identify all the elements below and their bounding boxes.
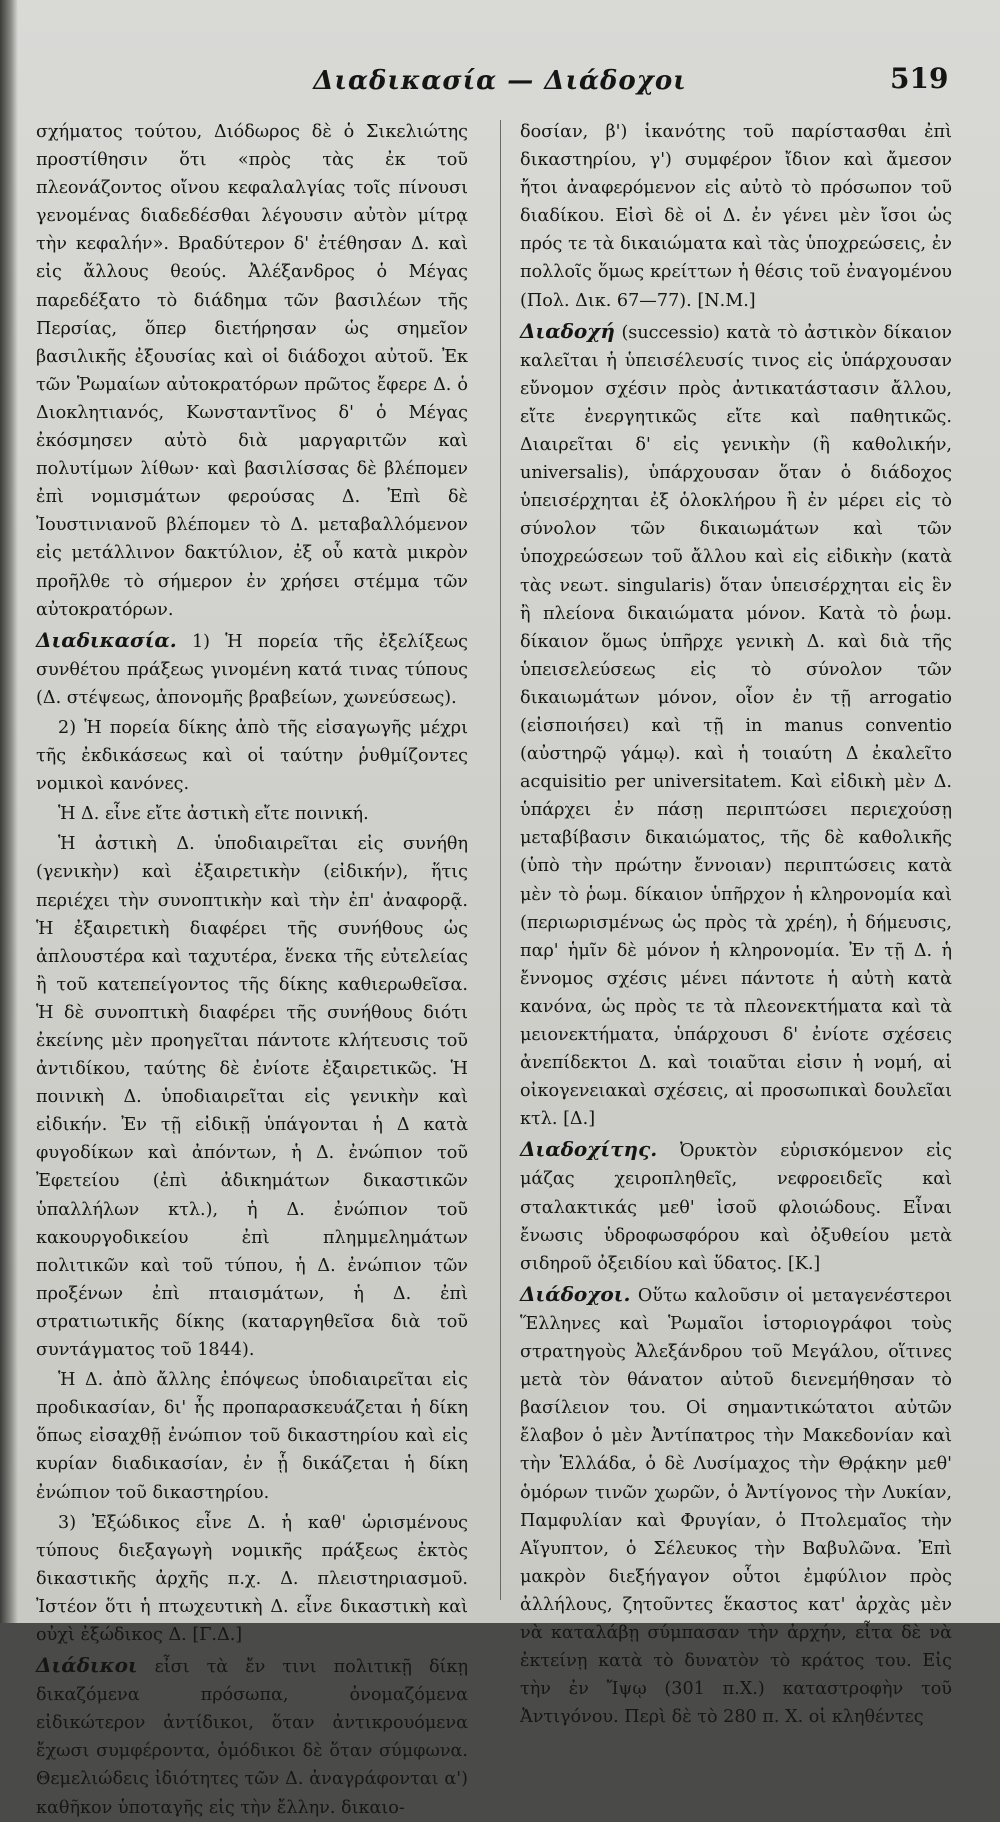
entry-headword: Διάδοχοι. xyxy=(520,1281,631,1306)
entry-text: εἶσι τὰ ἔν τινι πολιτικῇ δίκῃ δικαζόμενα πρόσωπα, ὀνομαζόμενα εἰδικώτερον ἀντίδικοι, ὅταν ἀντικρουόμενα ἔχωσι συμφέροντα, ὁμόδικοι δὲ ὅταν σύμφωνα. Θεμελιώδεις ἰδιότητες τῶν Δ. ἀναγράφονται α') καθῆκον ὑποταγῆς εἰς τὴν ἔλλην. δικαιο- xyxy=(36,1657,468,1818)
paragraph: 3) Ἐξώδικος εἶνε Δ. ἡ καθ' ὡρισμένους τύπους διεξαγωγὴ νομικῆς πράξεως ἐκτὸς δικαστικῆς ἀρχῆς π.χ. Δ. πλειστηριασμοῦ. Ἰστέον ὅτι ἡ πτωχευτικὴ Δ. εἶνε δικαστικὴ καὶ οὐχὶ ἐξώδικος Δ. [Γ.Δ.] xyxy=(36,1512,468,1645)
running-head: Διαδικασία — Διάδοχοι xyxy=(313,66,687,96)
paragraph: 2) Ἡ πορεία δίκης ἀπὸ τῆς εἰσαγωγῆς μέχρι τῆς ἐκδικάσεως καὶ οἱ ταύτην ῥυθμίζοντες νομικοὶ κανόνες. xyxy=(36,717,468,795)
paragraph: δοσίαν, β') ἱκανότης τοῦ παρίστασθαι ἐπὶ δικαστηρίου, γ') συμφέρον ἴδιον καὶ ἄμεσον ἤτοι ἀναφερόμενον εἰς αὐτὸ τὸ πρόσωπον τοῦ διαδίκου. Εἰσὶ δὲ οἱ Δ. ἐν γένει μὲν ἴσοι ὡς πρός τε τὰ δικαιώματα καὶ τὰς ὑποχρεώσεις, ἐν πολλοῖς ὅμως κρείττων ἡ θέσις τοῦ ἐναγομένου (Πολ. Δικ. 67—77). [Ν.Μ.] xyxy=(520,122,952,311)
paragraph: Ἡ Δ. ἀπὸ ἄλλης ἐπόψεως ὑποδιαιρεῖται εἰς προδικασίαν, δι' ἧς προπαρασκευάζεται ἡ δίκη ὅπως εἰσαχθῇ ἐνώπιον τοῦ δικαστηρίου καὶ εἰς κυρίαν διαδικασίαν, ἐν ᾗ δικάζεται ἡ δίκη ἐνώπιον τοῦ δικαστηρίου. xyxy=(36,1370,468,1503)
entry-diadoche xyxy=(520,317,952,1134)
entry-headword: Διαδοχίτης. xyxy=(520,1137,658,1162)
column-divider xyxy=(500,120,501,1600)
entry-text: Οὕτω καλοῦσιν οἱ μεταγενέστεροι Ἕλληνες καὶ Ῥωμαῖοι ἱστοριογράφοι τοὺς στρατηγοὺς Ἀλεξάνδρου τοῦ Μεγάλου, οἵτινες μετὰ τὸν θάνατον αὐτοῦ διενεμήθησαν τὸ βασίλειον του. Οἱ σημαντικώτατοι αὐτῶν ἔλαβον ὁ μὲν Ἀντίπατρος τὴν Μακεδονίαν καὶ τὴν Ἑλλάδα, ὁ δὲ Λυσίμαχος τὴν Θρᾴκην μεθ' ὁμόρων τινῶν χωρῶν, ὁ Ἀντίγονος τὴν Λυκίαν, Παμφυλίαν καὶ Φρυγίαν, ὁ Πτολεμαῖος τὴν Αἴγυπτον, ὁ Σέλευκος τὴν Βαβυλῶνα. Ἐπὶ μακρὸν διεξήγαγον οὗτοι ἐμφύλιον πρὸς ἀλλήλους, ζητοῦντες ἕκαστος κατ' ἀρχὰς μὲν νὰ καταλάβῃ σύμπασαν τὴν ἀρχήν, εἶτα δὲ νὰ ἐκτείνῃ κατὰ τὸ δυνατὸν τὸ κράτος του. Εἰς τὴν ἐν Ἴψῳ (301 π.Χ.) καταστροφὴν τοῦ Ἀντιγόνου. Περὶ δὲ τὸ 280 π. Χ. οἱ κληθέντες xyxy=(520,1285,952,1728)
paragraph: σχήματος τούτου, Διόδωρος δὲ ὁ Σικελιώτης προστίθησιν ὅτι «πρὸς τὰς ἐκ τοῦ πλεονάζοντος οἴνου κεφαλαλγίας τοῖς πίνουσι γενομένας διαδεδέσθαι λέγουσιν αὐτὸν μίτρᾳ τὴν κεφαλήν». Βραδύτερον δ' ἐτέθησαν Δ. καὶ εἰς ἄλλους θεούς. Ἀλέξανδρος ὁ Μέγας παρεδέξατο τὸ διάδημα τῶν βασιλέων τῆς Περσίας, ὅπερ διετήρησαν ὡς σημεῖον βασιλικῆς ἐξουσίας καὶ οἱ διάδοχοι αὐτοῦ. Ἐκ τῶν Ῥωμαίων αὐτοκρατόρων πρῶτος ἔφερε Δ. ὁ Διοκλητιανός, Κωνσταντῖνος δ' ὁ Μέγας ἐκόσμησεν αὐτὸ διὰ μαργαριτῶν καὶ πολυτίμων λίθων· καὶ βασιλίσσας δὲ βλέπομεν ἐπὶ νομισμάτων φερούσας Δ. Ἐπὶ δὲ Ἰουστινιανοῦ βλέπομεν τὸ Δ. μεταβαλλόμενον εἰς μετάλλινον δακτύλιον, ἐξ οὗ κατὰ μικρὸν προῆλθε τὸ σήμερον ἐν χρήσει στέμμα τῶν αὐτοκρατόρων. xyxy=(36,122,468,620)
entry-diadikoi xyxy=(36,1651,468,1822)
paragraph: Ἡ Δ. εἶνε εἴτε ἀστικὴ εἴτε ποινική. xyxy=(58,804,369,825)
entry-diadochoi xyxy=(520,1280,952,1732)
entry-text: (successio) κατὰ τὸ ἀστικὸν δίκαιον καλεῖται ἡ ὑπεισέλευσίς τινος εἰς ὑπάρχουσαν εὔνομον σχέσιν πρὸς ἀντικατάστασιν ἄλλου, εἴτε ἐνεργητικῶς εἴτε καὶ παθητικῶς. Διαιρεῖται δ' εἰς γενικὴν (ἢ καθολικήν, universalis), ὑπάρχουσαν ὅταν ὁ διάδοχος ὑπεισέρχηται ἐξ ὁλοκλήρου ἢ ἐν μέρει εἰς τὸ σύνολον τῶν δικαιωμάτων καὶ τῶν ὑποχρεώσεων τοῦ ἄλλου καὶ εἰς εἰδικὴν (κατὰ τὰς νεωτ. singularis) ὅταν ὑπεισέρχηται εἰς ἓν ἢ πλείονα δικαιώματα μόνον. Κατὰ τὸ ῥωμ. δίκαιον ὅμως ὑπῆρχε γενικὴ Δ. καὶ διὰ τῆς ὑπεισελεύσεως εἰς τὸ σύνολον τῶν δικαιωμάτων μόνον, οἷον ἐν τῇ arrogatio (εἰσποιήσει) καὶ τῇ in manus conventio (αὐστηρῷ γάμῳ). καὶ ἡ τοιαύτη Δ ἐκαλεῖτο acquisitio per universitatem. Καὶ εἰδικὴ μὲν Δ. ὑπάρχει ἐν πάσῃ περιπτώσει περιεχούσῃ μεταβίβασιν δικαιώματος, τῆς δὲ καθολικῆς (ὑπὸ τὴν πρώτην ἔννοιαν) περιπτώσεις κατὰ μὲν τὸ ῥωμ. δίκαιον ὑπῆρχον ἡ κληρονομία καὶ (περιωρισμένως ὡς πρὸς τὰ χρέη), ἡ δήμευσις, παρ' ἡμῖν δὲ μόνον ἡ κληρονομία. Ἐν τῇ Δ. ἡ ἔννομος σχέσις μένει πάντοτε ἡ αὐτὴ κατὰ κανόνα, ὡς πρὸς τε τὰ πλεονεκτήματα καὶ τὰ μειονεκτήματα, ὑπάρχουσι δ' ἐνίοτε σχέσεις ἀνεπίδεκτοι Δ. καὶ τοιαῦται εἰσιν ἡ νομή, αἱ οἰκογενειακαὶ σχέσεις, αἱ προσωπικαὶ δουλεῖαι κτλ. [Δ.] xyxy=(520,322,952,1130)
right-column xyxy=(520,118,952,1728)
left-column xyxy=(36,118,468,1818)
entry-text: Ὀρυκτὸν εὑρισκόμενον εἰς μάζας χειροπληθεῖς, νεφροειδεῖς καὶ σταλακτικάς μεθ' ἰσοῦ φλοιώδους. Εἶναι ἔνωσις ὑδροφωσφόρου καὶ ὀξυθείου μετὰ σιδηροῦ ὀξειδίου καὶ ὕδατος. [Κ.] xyxy=(520,1141,952,1274)
page-number: 519 xyxy=(890,62,949,95)
page-gutter-shadow xyxy=(0,0,18,1623)
entry-headword: Διαδικασία. xyxy=(36,627,177,652)
entry-diadikasia xyxy=(36,626,468,712)
entry-headword: Διάδικοι xyxy=(36,1653,138,1678)
entry-headword: Διαδοχή xyxy=(520,318,615,343)
entry-text: 1) Ἡ πορεία τῆς ἐξελίξεως συνθέτου πράξεως γινομένη κατά τινας τύπους (Δ. στέψεως, ἀπονομῆς βραβείων, χωνεύσεως). xyxy=(36,631,468,708)
paragraph: Ἡ ἀστικὴ Δ. ὑποδιαιρεῖται εἰς συνήθη (γενικὴν) καὶ ἐξαιρετικὴν (εἰδικήν), ἥτις περιέχει τὴν συνοπτικὴν καὶ τὴν ἐπ' ἀναφορᾷ. Ἡ ἐξαιρετικὴ διαφέρει τῆς συνήθους ὡς ἁπλουστέρα καὶ ταχυτέρα, ἕνεκα τῆς εὐτελείας ἢ τοῦ κατεπείγοντος τῆς δίκης καθιερωθεῖσα. Ἡ δὲ συνοπτικὴ διαφέρει τῆς συνήθους διότι ἐκείνης μὲν προηγεῖται πάντοτε κλήτευσις τοῦ ἀντιδίκου, ταύτης δὲ ἐνίοτε ἐξαιρετικῶς. Ἡ ποινικὴ Δ. ὑποδιαιρεῖται εἰς γενικὴν καὶ εἰδικήν. Ἐν τῇ εἰδικῇ ὑπάγονται ἡ Δ κατὰ φυγοδίκων καὶ ἀπόντων, ἡ Δ. ἐνώπιον τοῦ Ἐφετείου (ἐπὶ ἀδικημάτων δικαστικῶν ὑπαλλήλων κτλ.), ἡ Δ. ἐνώπιον τοῦ κακουργοδικείου ἐπὶ πλημμελημάτων πολιτικῶν καὶ τοῦ τύπου, ἡ Δ. ἐνώπιον τῶν προξένων ἐπὶ πταισμάτων, ἡ Δ. ἐπὶ στρατιωτικῆς δίκης (καταργηθεῖσα διὰ τοῦ συντάγματος τοῦ 1844). xyxy=(36,834,468,1361)
page-header xyxy=(0,62,1000,102)
entry-diadochites xyxy=(520,1135,952,1277)
